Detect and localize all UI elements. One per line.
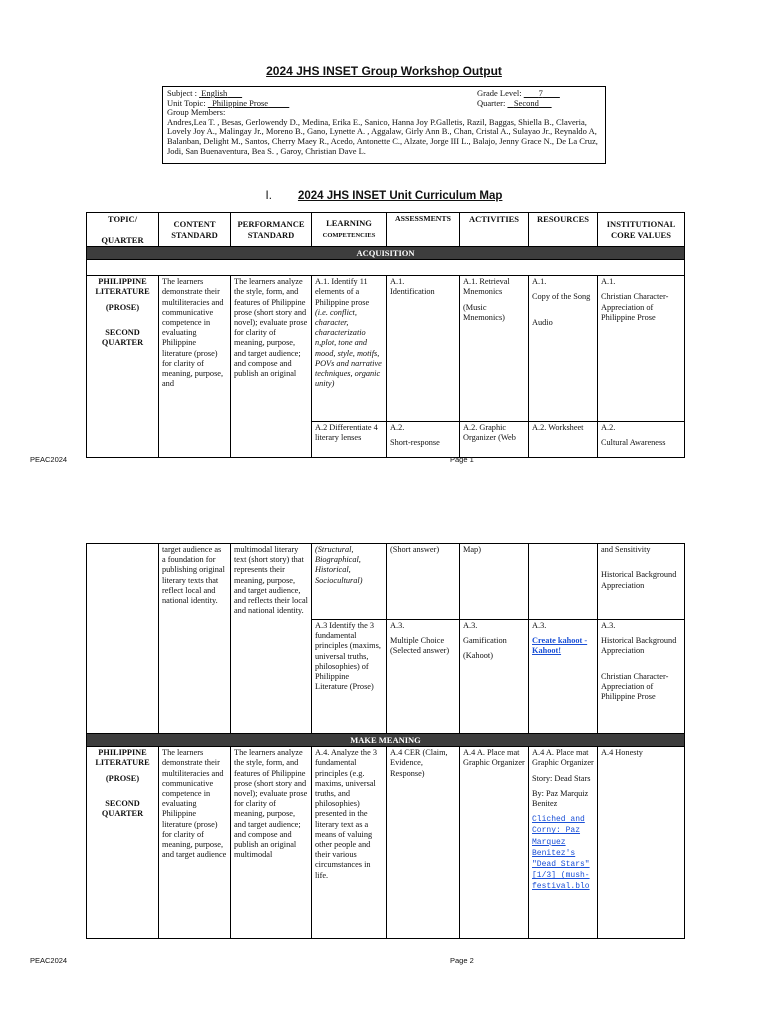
bar-make-meaning: MAKE MEANING [87, 734, 685, 747]
topic-cell-make-meaning: PHILIPPINE LITERATURE (PROSE) SECOND QUARTER [87, 747, 159, 939]
value-a2-cont: and Sensitivity Historical Background Appreciation [598, 544, 685, 620]
header-core-values: INSTITUTIONAL CORE VALUES [598, 213, 685, 247]
performance-standard-cell: The learners analyze the style, form, and features of Philippine prose (short story and novel); evaluate prose for clarity of meaning, purpose, and target audience; and compose and publish an original [231, 276, 312, 458]
competency-a3: A.3 Identify the 3 fundamental principles (maxims, universal truths, philosophies) of Philippine Literature (Prose) [312, 620, 387, 734]
curriculum-table-page1 [86, 212, 685, 458]
footer-left-page1: PEAC2024 [30, 455, 68, 464]
curriculum-table-page2 [86, 543, 685, 939]
header-activities: ACTIVITIES [460, 213, 529, 247]
footer-page-number-2: Page 2 [450, 956, 474, 965]
value-a2: A.2. Cultural Awareness [598, 422, 685, 458]
performance-standard-cont: multimodal literary text (short story) that represents their meaning, purpose, and target audience, and reflects their local and national identity. [231, 544, 312, 734]
activity-a2-cont: Map) [460, 544, 529, 620]
value-a3: A.3. Historical Background Appreciation Christian Character- Appreciation of Philippine Prose [598, 620, 685, 734]
assessment-a2: A.2. Short-response [387, 422, 460, 458]
assessment-a4: A.4 CER (Claim, Evidence, Response) [387, 747, 460, 939]
activity-a3: A.3. Gamification (Kahoot) [460, 620, 529, 734]
spacer-row [87, 260, 685, 276]
info-box [162, 86, 606, 164]
activity-a4: A.4 A. Place mat Graphic Organizer [460, 747, 529, 939]
resource-a4: A.4 A. Place mat Graphic Organizer Story: Dead Stars By: Paz Marquiz Benitez Cliched and Corny: Paz Marquez Benitez's "Dead Stars" [1/3] (mush-festival.blo [529, 747, 598, 939]
competency-a4: A.4. Analyze the 3 fundamental principles (e.g. maxims, universal truths, and philosophies) presented in the literary text as a means of valuing other people and their various circumstances in life. [312, 747, 387, 939]
assessment-a2-cont: (Short answer) [387, 544, 460, 620]
members-label: Group Members: [167, 107, 226, 118]
competency-a2: A.2 Differentiate 4 literary lenses [312, 422, 387, 458]
resource-a2-cont [529, 544, 598, 620]
value-a4: A.4 Honesty [598, 747, 685, 939]
header-assessments: ASSESSMENTS [387, 213, 460, 247]
members-list: Andres,Lea T. , Besas, Gerlowendy D., Medina, Erika E., Sanico, Hanna Joy P.Galletis, Razil, Baggas, Shiella B., Claveria, Lovely Joy A., Malingay Jr., Moreno B., Gano, Lynette A. , Aggalaw, Girly Ann B., Chan, Cristal A., Sulayao Jr., Reynaldo A, Balanban, Delight M., Santos, Cherry Maey R., Acedo, Antonette C., Alzate, Jorge III L., Balajo, Jenny Grace N., De La Cruz, Jodi, San Buenaventura, Bea S. , Garoy, Christian Dave L. [167, 116, 598, 156]
assessment-a3: A.3. Multiple Choice (Selected answer) [387, 620, 460, 734]
resource-a1: A.1. Copy of the Song Audio [529, 276, 598, 422]
kahoot-link[interactable]: Create kahoot - Kahoot! [532, 636, 588, 656]
unit-line: Unit Topic: Philippine Prose [167, 97, 269, 108]
content-standard-make-meaning: The learners demonstrate their multiliteracies and communicative competence in evaluating Philippine literature (prose) for clarity of meaning, purpose, and target audience [159, 747, 231, 939]
resource-a2: A.2. Worksheet [529, 422, 598, 458]
content-standard-cell: The learners demonstrate their multiliteracies and communicative competence in evaluating Philippine literature (prose) for clarity of meaning, purpose, and [159, 276, 231, 458]
topic-cell-cont [87, 544, 159, 734]
competency-a2-cont: (Structural, Biographical, Historical, Sociocultural) [312, 544, 387, 620]
performance-standard-make-meaning: The learners analyze the style, form, and features of Philippine prose (short story and novel); evaluate prose for clarity of meaning, purpose, and target audience; and compose and publish an original multimodal [231, 747, 312, 939]
competency-a1: A.1. Identify 11 elements of a Philippine prose (i.e. conflict, character, characterizatio n,plot, tone and mood, style, motifs, POVs and narrative techniques, organic unity) [312, 276, 387, 422]
footer-page-number-1: Page 1 [450, 455, 474, 464]
content-standard-cont: target audience as a foundation for publishing original literary texts that reflect local and national identity. [159, 544, 231, 734]
resource-a3: A.3. Create kahoot - Kahoot! [529, 620, 598, 734]
subject-line: Subject : English [167, 88, 228, 98]
header-content-standard: CONTENT STANDARD [159, 213, 231, 247]
page-title: 2024 JHS INSET Group Workshop Output [266, 64, 502, 78]
activity-a1: A.1. Retrieval Mnemonics (Music Mnemonics) [460, 276, 529, 422]
topic-cell: PHILIPPINE LITERATURE (PROSE) SECOND QUARTER [87, 276, 159, 458]
header-learning-competencies: LEARNING COMPETENCIES [312, 213, 387, 247]
quarter-line: Quarter: Second [477, 97, 539, 108]
bar-acquisition: ACQUISITION [87, 247, 685, 260]
grade-line: Grade Level: 7 [477, 88, 543, 98]
footer-left-page2: PEAC2024 [30, 956, 68, 965]
dead-stars-link[interactable]: Cliched and Corny: Paz Marquez Benitez's "Dead Stars" [1/3] (mush-festival.blo [532, 815, 590, 892]
header-resources: RESOURCES [529, 213, 598, 247]
value-a1: A.1. Christian Character- Appreciation of Philippine Prose [598, 276, 685, 422]
section-heading: I. 2024 JHS INSET Unit Curriculum Map [265, 190, 503, 202]
assessment-a1: A.1. Identification [387, 276, 460, 422]
header-topic: TOPIC/ QUARTER [87, 213, 159, 247]
activity-a2: A.2. Graphic Organizer (Web [460, 422, 529, 458]
header-performance-standard: PERFORMANCE STANDARD [231, 213, 312, 247]
